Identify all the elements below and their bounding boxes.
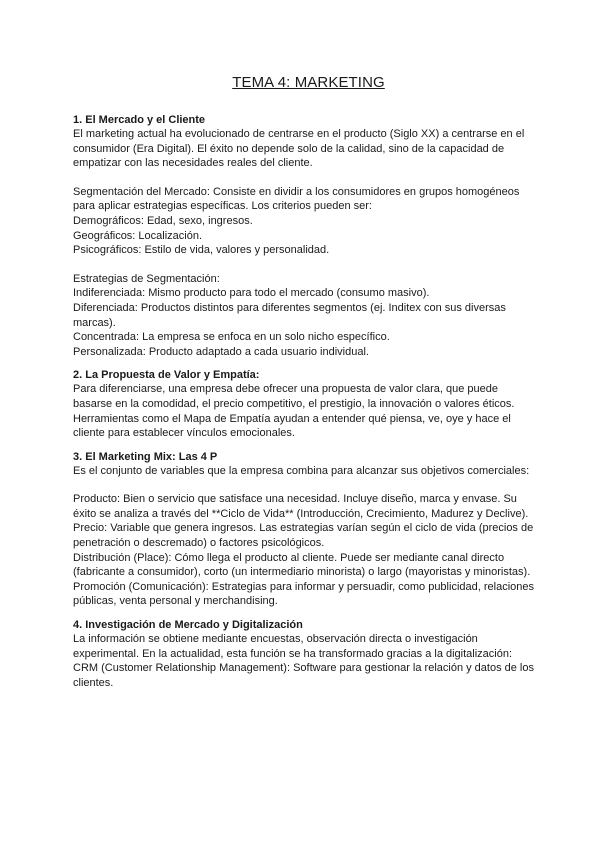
strategies-block bbox=[73, 272, 540, 360]
section-mercado-cliente bbox=[73, 113, 540, 359]
section-propuesta-valor bbox=[73, 368, 540, 440]
section-investigacion bbox=[73, 618, 540, 690]
mix-item-producto: Producto: Bien o servicio que satisface una necesidad. Incluye diseño, marca y envase. Su éxito se analiza a través del **Ciclo de Vida** (Introducción, Crecimiento, Madurez y Declive). bbox=[73, 493, 529, 520]
segmentation-block bbox=[73, 185, 540, 258]
strategy-item: Personalizada: Producto adaptado a cada usuario individual. bbox=[73, 345, 369, 358]
strategy-item: Indiferenciada: Mismo producto para todo el mercado (consumo masivo). bbox=[73, 287, 430, 300]
mix-item-distribucion: Distribución (Place): Cómo llega el producto al cliente. Puede ser mediante canal directo (fabricante a consumidor), corto (un intermediario minorista) o largo (mayoristas y minoristas). bbox=[73, 551, 531, 579]
mix-items bbox=[73, 492, 540, 609]
section-paragraph: Es el conjunto de variables que la empresa combina para alcanzar sus objetivos comerciales: bbox=[73, 464, 530, 477]
criteria-item: Geográficos: Localización. bbox=[73, 229, 203, 242]
section-paragraph: El marketing actual ha evolucionado de centrarse en el producto (Siglo XX) a centrarse en el consumidor (Era Digital). El éxito no depende solo de la calidad, sino de la capacidad de empatizar con las necesidades reales del cliente. bbox=[73, 128, 525, 170]
section-paragraph: La información se obtiene mediante encuestas, observación directa o investigación experimental. En la actualidad, esta función se ha transformado gracias a la digitalización: bbox=[73, 633, 513, 660]
crm-item: CRM (Customer Relationship Management): Software para gestionar la relación y datos de los clientes. bbox=[73, 662, 534, 689]
mix-item-promocion: Promoción (Comunicación): Estrategias para informar y persuadir, como publicidad, relaciones públicas, venta personal y merchandising. bbox=[73, 580, 534, 608]
section-paragraph: Para diferenciarse, una empresa debe ofrecer una propuesta de valor clara, que puede basarse en la comodidad, el precio competitivo, el prestigio, la innovación o valores éticos. Herramientas como el Mapa de Empatía ayudan a entender qué piensa, ve, oye y hace el cliente para establecer vínculos emocionales. bbox=[73, 383, 515, 440]
strategies-intro: Estrategias de Segmentación: bbox=[73, 272, 220, 285]
section-marketing-mix bbox=[73, 450, 540, 609]
section-heading: 3. El Marketing Mix: Las 4 P bbox=[73, 450, 218, 463]
criteria-item: Demográficos: Edad, sexo, ingresos. bbox=[73, 214, 253, 227]
section-heading: 2. La Propuesta de Valor y Empatía: bbox=[73, 369, 260, 382]
criteria-item: Psicográficos: Estilo de vida, valores y personalidad. bbox=[73, 244, 330, 257]
strategy-item: Diferenciada: Productos distintos para diferentes segmentos (ej. Inditex con sus diversas marcas). bbox=[73, 301, 506, 329]
section-heading: 4. Investigación de Mercado y Digitalización bbox=[73, 619, 303, 632]
mix-item-precio: Precio: Variable que genera ingresos. Las estrategias varían según el ciclo de vida (precios de penetración o descremado) o factores psicológicos. bbox=[73, 522, 534, 550]
document-title: TEMA 4: MARKETING bbox=[232, 74, 385, 91]
segmentation-intro: Segmentación del Mercado: Consiste en dividir a los consumidores en grupos homogéneos para aplicar estrategias específicas. Los criterios pueden ser: bbox=[73, 185, 520, 213]
section-heading: 1. El Mercado y el Cliente bbox=[73, 114, 206, 126]
strategy-item: Concentrada: La empresa se enfoca en un solo nicho específico. bbox=[73, 331, 390, 344]
